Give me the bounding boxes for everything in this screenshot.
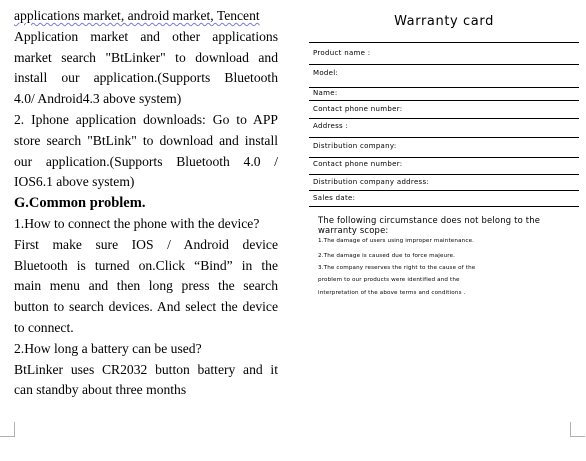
manual-line: store search "BtLink" to download and install	[14, 132, 278, 148]
manual-line: Bluetooth is turned on.Click “Bind” in the	[14, 257, 278, 273]
divider	[309, 206, 579, 207]
divider	[309, 190, 579, 191]
divider	[309, 137, 579, 138]
page-corner-mark-right	[570, 422, 585, 437]
manual-line: 2. Iphone application downloads: Go to APP	[14, 111, 278, 127]
divider	[309, 42, 579, 43]
warranty-scope-item: 1.The damage of users using improper maintenance.	[318, 238, 475, 244]
field-sales-date: Sales date:	[313, 194, 356, 202]
manual-line	[14, 6, 278, 27]
manual-line: to connect.	[14, 319, 74, 335]
warranty-scope-item: interpretation of the above terms and conditions .	[318, 290, 466, 296]
manual-line: Application market and other applications	[14, 28, 278, 44]
manual-line: 4.0/ Android4.3 above system)	[14, 91, 182, 107]
divider	[309, 157, 579, 158]
field-model: Model:	[313, 69, 339, 77]
divider	[309, 100, 579, 101]
field-product-name: Product name :	[313, 49, 371, 57]
warranty-scope-item: 2.The damage is caused due to force majeure.	[318, 253, 456, 259]
divider	[309, 174, 579, 175]
manual-line: button to search devices. And select the device	[14, 299, 278, 315]
section-heading: G.Common problem.	[14, 195, 146, 212]
manual-line: can standby about three months	[14, 382, 187, 398]
faq-question: 1.How to connect the phone with the device?	[14, 215, 260, 231]
field-distribution-address: Distribution company address:	[313, 178, 430, 186]
divider	[309, 87, 579, 88]
field-distribution-company: Distribution company:	[313, 142, 397, 150]
faq-question: 2.How long a battery can be used?	[14, 340, 202, 356]
field-address: Address :	[313, 122, 349, 130]
field-contact-phone: Contact phone number:	[313, 105, 403, 113]
manual-line-text: applications market, android market, Tencent	[14, 8, 260, 23]
manual-line: IOS6.1 above system)	[14, 174, 135, 190]
manual-line: market search "BtLinker" to download and	[14, 49, 278, 65]
divider	[309, 64, 579, 65]
warranty-card	[309, 6, 579, 306]
manual-line: First make sure IOS / Android device	[14, 236, 278, 252]
manual-text-column	[14, 6, 278, 401]
manual-line: main menu and then long press the search	[14, 278, 278, 294]
warranty-scope-item: 3.The company reserves the right to the cause of the	[318, 265, 476, 271]
manual-line: install our application.(Supports Bluetooth	[14, 70, 278, 86]
page-corner-mark-left	[0, 422, 15, 437]
manual-line: BtLinker uses CR2032 button battery and it	[14, 361, 278, 377]
warranty-scope-item: problem to our products were identified and the	[318, 277, 460, 283]
warranty-scope-heading: The following circumstance does not belong to the warranty scope:	[318, 215, 541, 235]
field-name: Name:	[313, 89, 338, 97]
divider	[309, 118, 579, 119]
field-distribution-phone: Contact phone number:	[313, 160, 403, 168]
warranty-card-title: Warranty card	[394, 14, 494, 29]
manual-line: our application.(Supports Bluetooth 4.0 /	[14, 153, 278, 169]
